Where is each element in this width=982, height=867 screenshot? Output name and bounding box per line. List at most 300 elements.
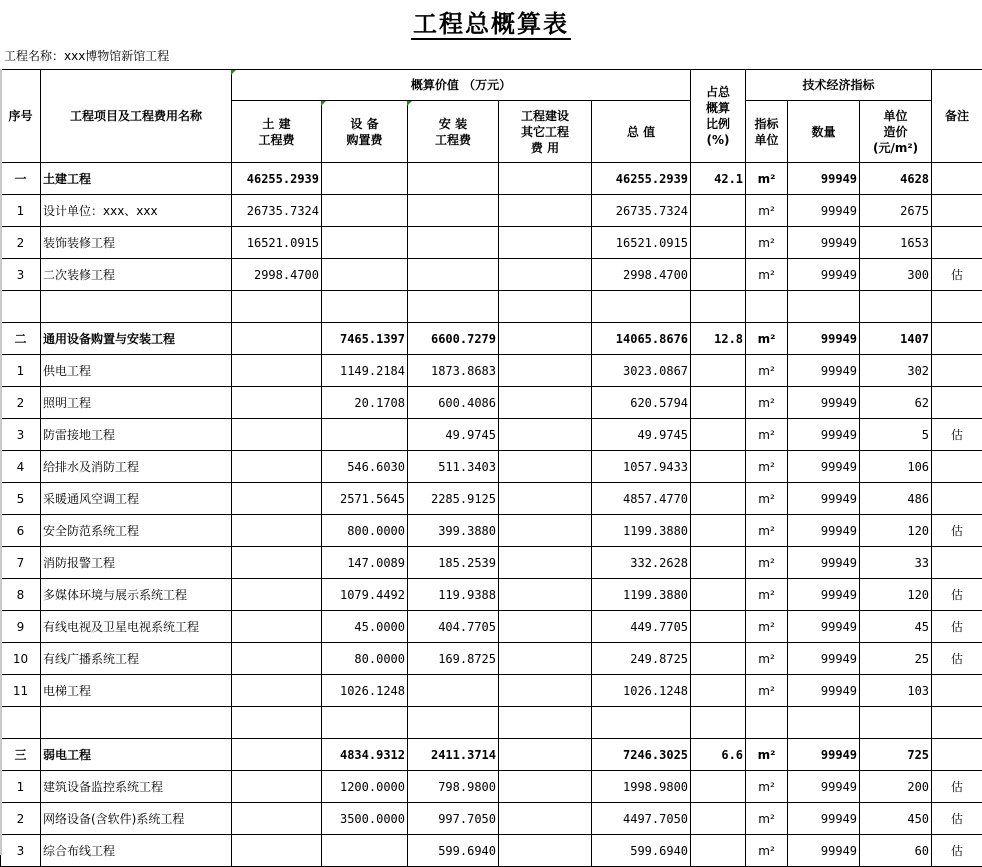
qty-cell[interactable]: 99949 (788, 771, 860, 803)
equipment-cell[interactable]: 4834.9312 (322, 739, 408, 771)
remark-cell[interactable] (932, 451, 982, 483)
install-cell[interactable]: 600.4086 (408, 387, 499, 419)
name-cell[interactable]: 弱电工程 (41, 739, 232, 771)
seq-cell[interactable]: 11 (1, 675, 41, 707)
civil-cell[interactable] (232, 419, 322, 451)
name-cell[interactable]: 给排水及消防工程 (41, 451, 232, 483)
ratio-cell[interactable] (691, 547, 746, 579)
install-cell[interactable] (408, 675, 499, 707)
ratio-cell[interactable] (691, 675, 746, 707)
qty-cell[interactable]: 99949 (788, 739, 860, 771)
remark-cell[interactable] (932, 163, 982, 195)
ratio-cell[interactable]: 42.1 (691, 163, 746, 195)
other-cell[interactable] (499, 291, 592, 323)
seq-cell[interactable]: 7 (1, 547, 41, 579)
name-cell[interactable] (41, 707, 232, 739)
unit-cell[interactable] (746, 707, 788, 739)
name-cell[interactable]: 安全防范系统工程 (41, 515, 232, 547)
seq-cell[interactable]: 6 (1, 515, 41, 547)
civil-cell[interactable]: 2998.4700 (232, 259, 322, 291)
seq-cell[interactable]: 2 (1, 387, 41, 419)
equipment-cell[interactable] (322, 195, 408, 227)
install-cell[interactable]: 1873.8683 (408, 355, 499, 387)
qty-cell[interactable]: 99949 (788, 323, 860, 355)
sheet-title: 工程总概算表 (0, 4, 982, 39)
name-cell[interactable]: 通用设备购置与安装工程 (41, 323, 232, 355)
other-cell[interactable] (499, 611, 592, 643)
civil-cell[interactable] (232, 803, 322, 835)
qty-cell[interactable]: 99949 (788, 675, 860, 707)
seq-cell[interactable]: 5 (1, 483, 41, 515)
qty-cell[interactable]: 99949 (788, 483, 860, 515)
seq-cell[interactable]: 9 (1, 611, 41, 643)
remark-cell[interactable]: 估 (932, 643, 982, 675)
name-cell[interactable]: 建筑设备监控系统工程 (41, 771, 232, 803)
install-cell[interactable]: 119.9388 (408, 579, 499, 611)
unit-price-cell[interactable]: 25 (860, 643, 932, 675)
install-cell[interactable] (408, 291, 499, 323)
ratio-cell[interactable] (691, 835, 746, 867)
total-cell[interactable]: 1026.1248 (592, 675, 691, 707)
civil-cell[interactable] (232, 355, 322, 387)
seq-cell[interactable] (1, 291, 41, 323)
qty-cell[interactable]: 99949 (788, 259, 860, 291)
ratio-cell[interactable]: 12.8 (691, 323, 746, 355)
unit-price-cell[interactable]: 2675 (860, 195, 932, 227)
unit-price-cell[interactable]: 106 (860, 451, 932, 483)
ratio-cell[interactable] (691, 419, 746, 451)
unit-price-cell[interactable]: 725 (860, 739, 932, 771)
unit-cell[interactable]: m² (746, 323, 788, 355)
unit-cell[interactable]: m² (746, 355, 788, 387)
name-cell[interactable]: 有线广播系统工程 (41, 643, 232, 675)
qty-cell[interactable]: 99949 (788, 515, 860, 547)
install-cell[interactable]: 404.7705 (408, 611, 499, 643)
qty-cell[interactable]: 99949 (788, 835, 860, 867)
equipment-cell[interactable] (322, 291, 408, 323)
equipment-cell[interactable]: 1079.4492 (322, 579, 408, 611)
name-cell[interactable]: 照明工程 (41, 387, 232, 419)
civil-cell[interactable] (232, 835, 322, 867)
cell-comment-marker (231, 70, 236, 75)
unit-cell[interactable]: m² (746, 643, 788, 675)
civil-cell[interactable]: 16521.0915 (232, 227, 322, 259)
unit-price-cell[interactable]: 5 (860, 419, 932, 451)
remark-cell[interactable]: 估 (932, 419, 982, 451)
seq-cell[interactable]: 二 (1, 323, 41, 355)
header-other[interactable]: 工程建设 其它工程 费 用 (499, 101, 592, 163)
equipment-cell[interactable] (322, 419, 408, 451)
remark-cell[interactable] (932, 707, 982, 739)
unit-price-cell[interactable]: 103 (860, 675, 932, 707)
table-row (1, 803, 982, 835)
remark-cell[interactable] (932, 387, 982, 419)
seq-cell[interactable]: 1 (1, 355, 41, 387)
civil-cell[interactable] (232, 515, 322, 547)
total-cell[interactable]: 3023.0867 (592, 355, 691, 387)
seq-cell[interactable]: 三 (1, 739, 41, 771)
header-estimate-group[interactable]: 概算价值 （万元） (232, 70, 691, 101)
header-unit[interactable]: 指标 单位 (746, 101, 788, 163)
name-cell[interactable]: 有线电视及卫星电视系统工程 (41, 611, 232, 643)
remark-cell[interactable] (932, 675, 982, 707)
install-cell[interactable]: 599.6940 (408, 835, 499, 867)
equipment-cell[interactable]: 1200.0000 (322, 771, 408, 803)
name-cell[interactable]: 土建工程 (41, 163, 232, 195)
equipment-cell[interactable]: 1149.2184 (322, 355, 408, 387)
remark-cell[interactable]: 估 (932, 579, 982, 611)
ratio-cell[interactable] (691, 291, 746, 323)
cell-comment-marker (321, 101, 326, 106)
remark-cell[interactable]: 估 (932, 259, 982, 291)
total-cell[interactable]: 1998.9800 (592, 771, 691, 803)
name-cell[interactable]: 采暖通风空调工程 (41, 483, 232, 515)
blank-row (1, 707, 982, 739)
other-cell[interactable] (499, 451, 592, 483)
remark-cell[interactable]: 估 (932, 515, 982, 547)
install-cell[interactable] (408, 259, 499, 291)
seq-cell[interactable]: 1 (1, 195, 41, 227)
total-cell[interactable]: 332.2628 (592, 547, 691, 579)
total-cell[interactable]: 1057.9433 (592, 451, 691, 483)
unit-cell[interactable]: m² (746, 739, 788, 771)
install-cell[interactable] (408, 195, 499, 227)
remark-cell[interactable] (932, 547, 982, 579)
other-cell[interactable] (499, 835, 592, 867)
install-cell[interactable]: 511.3403 (408, 451, 499, 483)
total-cell[interactable]: 4857.4770 (592, 483, 691, 515)
sheet-left-edge (0, 69, 2, 855)
ratio-cell[interactable] (691, 195, 746, 227)
header-civil[interactable]: 土 建 工程费 (232, 101, 322, 163)
civil-cell[interactable] (232, 643, 322, 675)
other-cell[interactable] (499, 195, 592, 227)
unit-cell[interactable]: m² (746, 419, 788, 451)
remark-cell[interactable] (932, 227, 982, 259)
name-cell[interactable]: 供电工程 (41, 355, 232, 387)
header-tech-group[interactable]: 技术经济指标 (746, 70, 932, 101)
header-equipment[interactable]: 设 备 购置费 (322, 101, 408, 163)
ratio-cell[interactable] (691, 227, 746, 259)
qty-cell[interactable]: 99949 (788, 579, 860, 611)
qty-cell[interactable]: 99949 (788, 451, 860, 483)
unit-cell[interactable]: m² (746, 163, 788, 195)
qty-cell[interactable]: 99949 (788, 355, 860, 387)
install-cell[interactable] (408, 707, 499, 739)
total-cell[interactable]: 16521.0915 (592, 227, 691, 259)
ratio-cell[interactable] (691, 771, 746, 803)
install-cell[interactable]: 49.9745 (408, 419, 499, 451)
estimate-table (0, 69, 982, 867)
total-cell[interactable]: 1199.3880 (592, 515, 691, 547)
ratio-cell[interactable] (691, 355, 746, 387)
name-cell[interactable]: 防雷接地工程 (41, 419, 232, 451)
civil-cell[interactable] (232, 483, 322, 515)
equipment-cell[interactable]: 3500.0000 (322, 803, 408, 835)
unit-price-cell[interactable]: 120 (860, 515, 932, 547)
unit-cell[interactable]: m² (746, 803, 788, 835)
table-row (1, 579, 982, 611)
unit-cell[interactable]: m² (746, 451, 788, 483)
unit-price-cell[interactable] (860, 291, 932, 323)
seq-cell[interactable]: 2 (1, 227, 41, 259)
remark-cell[interactable] (932, 483, 982, 515)
total-cell[interactable]: 26735.7324 (592, 195, 691, 227)
total-cell[interactable]: 46255.2939 (592, 163, 691, 195)
unit-price-cell[interactable]: 302 (860, 355, 932, 387)
remark-cell[interactable] (932, 323, 982, 355)
qty-cell[interactable]: 99949 (788, 163, 860, 195)
equipment-cell[interactable] (322, 227, 408, 259)
table-row (1, 419, 982, 451)
header-seq[interactable]: 序号 (1, 70, 41, 163)
unit-price-cell[interactable] (860, 707, 932, 739)
unit-cell[interactable] (746, 291, 788, 323)
civil-cell[interactable] (232, 771, 322, 803)
unit-price-cell[interactable]: 4628 (860, 163, 932, 195)
remark-cell[interactable] (932, 195, 982, 227)
total-cell[interactable]: 449.7705 (592, 611, 691, 643)
civil-cell[interactable] (232, 547, 322, 579)
ratio-cell[interactable]: 6.6 (691, 739, 746, 771)
ratio-cell[interactable] (691, 515, 746, 547)
seq-cell[interactable] (1, 707, 41, 739)
name-cell[interactable]: 装饰装修工程 (41, 227, 232, 259)
seq-cell[interactable]: 3 (1, 259, 41, 291)
name-cell[interactable] (41, 291, 232, 323)
equipment-cell[interactable] (322, 707, 408, 739)
total-cell[interactable]: 599.6940 (592, 835, 691, 867)
civil-cell[interactable] (232, 451, 322, 483)
table-row (1, 387, 982, 419)
other-cell[interactable] (499, 227, 592, 259)
remark-cell[interactable]: 估 (932, 835, 982, 867)
unit-cell[interactable]: m² (746, 771, 788, 803)
equipment-cell[interactable] (322, 163, 408, 195)
equipment-cell[interactable]: 546.6030 (322, 451, 408, 483)
other-cell[interactable] (499, 707, 592, 739)
total-cell[interactable]: 1199.3880 (592, 579, 691, 611)
seq-cell[interactable]: 4 (1, 451, 41, 483)
equipment-cell[interactable]: 7465.1397 (322, 323, 408, 355)
equipment-cell[interactable]: 2571.5645 (322, 483, 408, 515)
table-row (1, 355, 982, 387)
header-total[interactable]: 总 值 (592, 101, 691, 163)
other-cell[interactable] (499, 771, 592, 803)
unit-cell[interactable]: m² (746, 579, 788, 611)
unit-cell[interactable]: m² (746, 675, 788, 707)
header-ratio[interactable]: 占总 概算 比例 (%) (691, 70, 746, 163)
section-row (1, 163, 982, 195)
name-cell[interactable]: 综合布线工程 (41, 835, 232, 867)
civil-cell[interactable]: 26735.7324 (232, 195, 322, 227)
other-cell[interactable] (499, 419, 592, 451)
unit-price-cell[interactable]: 62 (860, 387, 932, 419)
equipment-cell[interactable]: 1026.1248 (322, 675, 408, 707)
remark-cell[interactable] (932, 355, 982, 387)
civil-cell[interactable]: 46255.2939 (232, 163, 322, 195)
ratio-cell[interactable] (691, 803, 746, 835)
civil-cell[interactable] (232, 707, 322, 739)
unit-price-cell[interactable]: 1407 (860, 323, 932, 355)
civil-cell[interactable] (232, 387, 322, 419)
table-row (1, 643, 982, 675)
unit-cell[interactable]: m² (746, 259, 788, 291)
other-cell[interactable] (499, 739, 592, 771)
install-cell[interactable]: 798.9800 (408, 771, 499, 803)
equipment-cell[interactable] (322, 835, 408, 867)
qty-cell[interactable]: 99949 (788, 547, 860, 579)
unit-cell[interactable]: m² (746, 515, 788, 547)
remark-cell[interactable]: 估 (932, 611, 982, 643)
unit-price-cell[interactable]: 120 (860, 579, 932, 611)
unit-price-cell[interactable]: 1653 (860, 227, 932, 259)
qty-cell[interactable] (788, 707, 860, 739)
remark-cell[interactable] (932, 291, 982, 323)
project-name-label: 工程名称：xxx博物馆新馆工程 (4, 47, 169, 64)
install-cell[interactable] (408, 163, 499, 195)
ratio-cell[interactable] (691, 611, 746, 643)
name-cell[interactable]: 网络设备(含软件)系统工程 (41, 803, 232, 835)
unit-price-cell[interactable]: 486 (860, 483, 932, 515)
install-cell[interactable]: 169.8725 (408, 643, 499, 675)
install-cell[interactable]: 185.2539 (408, 547, 499, 579)
seq-cell[interactable]: 2 (1, 803, 41, 835)
qty-cell[interactable] (788, 291, 860, 323)
civil-cell[interactable] (232, 611, 322, 643)
civil-cell[interactable] (232, 739, 322, 771)
install-cell[interactable]: 2411.3714 (408, 739, 499, 771)
name-cell[interactable]: 设计单位：xxx、xxx (41, 195, 232, 227)
unit-price-cell[interactable]: 200 (860, 771, 932, 803)
seq-cell[interactable]: 8 (1, 579, 41, 611)
table-row (1, 547, 982, 579)
equipment-cell[interactable]: 45.0000 (322, 611, 408, 643)
seq-cell[interactable]: 10 (1, 643, 41, 675)
unit-price-cell[interactable]: 300 (860, 259, 932, 291)
table-row (1, 195, 982, 227)
install-cell[interactable]: 399.3880 (408, 515, 499, 547)
total-cell[interactable]: 2998.4700 (592, 259, 691, 291)
unit-cell[interactable]: m² (746, 387, 788, 419)
other-cell[interactable] (499, 483, 592, 515)
unit-cell[interactable]: m² (746, 547, 788, 579)
table-row (1, 771, 982, 803)
unit-price-cell[interactable]: 60 (860, 835, 932, 867)
equipment-cell[interactable]: 80.0000 (322, 643, 408, 675)
equipment-cell[interactable]: 147.0089 (322, 547, 408, 579)
ratio-cell[interactable] (691, 259, 746, 291)
qty-cell[interactable]: 99949 (788, 611, 860, 643)
total-cell[interactable]: 49.9745 (592, 419, 691, 451)
total-cell[interactable] (592, 707, 691, 739)
other-cell[interactable] (499, 323, 592, 355)
qty-cell[interactable]: 99949 (788, 419, 860, 451)
qty-cell[interactable]: 99949 (788, 643, 860, 675)
name-cell[interactable]: 多媒体环境与展示系统工程 (41, 579, 232, 611)
unit-cell[interactable]: m² (746, 227, 788, 259)
other-cell[interactable] (499, 387, 592, 419)
header-name[interactable]: 工程项目及工程费用名称 (41, 70, 232, 163)
unit-cell[interactable]: m² (746, 835, 788, 867)
other-cell[interactable] (499, 803, 592, 835)
seq-cell[interactable]: 1 (1, 771, 41, 803)
remark-cell[interactable]: 估 (932, 803, 982, 835)
qty-cell[interactable]: 99949 (788, 803, 860, 835)
install-cell[interactable]: 2285.9125 (408, 483, 499, 515)
other-cell[interactable] (499, 675, 592, 707)
header-remark[interactable]: 备注 (932, 70, 982, 163)
install-cell[interactable]: 6600.7279 (408, 323, 499, 355)
install-cell[interactable] (408, 227, 499, 259)
unit-price-cell[interactable]: 45 (860, 611, 932, 643)
unit-cell[interactable]: m² (746, 195, 788, 227)
remark-cell[interactable] (932, 739, 982, 771)
qty-cell[interactable]: 99949 (788, 227, 860, 259)
civil-cell[interactable] (232, 323, 322, 355)
total-cell[interactable]: 620.5794 (592, 387, 691, 419)
unit-cell[interactable]: m² (746, 611, 788, 643)
other-cell[interactable] (499, 643, 592, 675)
equipment-cell[interactable] (322, 259, 408, 291)
table-row (1, 515, 982, 547)
civil-cell[interactable] (232, 291, 322, 323)
other-cell[interactable] (499, 163, 592, 195)
header-qty[interactable]: 数量 (788, 101, 860, 163)
civil-cell[interactable] (232, 579, 322, 611)
header-install[interactable]: 安 装 工程费 (408, 101, 499, 163)
other-cell[interactable] (499, 579, 592, 611)
other-cell[interactable] (499, 547, 592, 579)
ratio-cell[interactable] (691, 707, 746, 739)
name-cell[interactable]: 二次装修工程 (41, 259, 232, 291)
ratio-cell[interactable] (691, 483, 746, 515)
seq-cell[interactable]: 3 (1, 419, 41, 451)
seq-cell[interactable]: 3 (1, 835, 41, 867)
table-row (1, 611, 982, 643)
qty-cell[interactable]: 99949 (788, 387, 860, 419)
ratio-cell[interactable] (691, 643, 746, 675)
qty-cell[interactable]: 99949 (788, 195, 860, 227)
unit-cell[interactable]: m² (746, 483, 788, 515)
ratio-cell[interactable] (691, 451, 746, 483)
total-cell[interactable]: 14065.8676 (592, 323, 691, 355)
header-unit-price[interactable]: 单位 造价 (元/m²) (860, 101, 932, 163)
other-cell[interactable] (499, 515, 592, 547)
ratio-cell[interactable] (691, 387, 746, 419)
table-row (1, 451, 982, 483)
other-cell[interactable] (499, 355, 592, 387)
table-row (1, 675, 982, 707)
remark-cell[interactable]: 估 (932, 771, 982, 803)
equipment-cell[interactable]: 800.0000 (322, 515, 408, 547)
other-cell[interactable] (499, 259, 592, 291)
total-cell[interactable]: 7246.3025 (592, 739, 691, 771)
install-cell[interactable]: 997.7050 (408, 803, 499, 835)
name-cell[interactable]: 消防报警工程 (41, 547, 232, 579)
civil-cell[interactable] (232, 675, 322, 707)
table-row (1, 259, 982, 291)
equipment-cell[interactable]: 20.1708 (322, 387, 408, 419)
total-cell[interactable]: 249.8725 (592, 643, 691, 675)
unit-price-cell[interactable]: 450 (860, 803, 932, 835)
total-cell[interactable]: 4497.7050 (592, 803, 691, 835)
unit-price-cell[interactable]: 33 (860, 547, 932, 579)
name-cell[interactable]: 电梯工程 (41, 675, 232, 707)
total-cell[interactable] (592, 291, 691, 323)
ratio-cell[interactable] (691, 579, 746, 611)
seq-cell[interactable]: 一 (1, 163, 41, 195)
